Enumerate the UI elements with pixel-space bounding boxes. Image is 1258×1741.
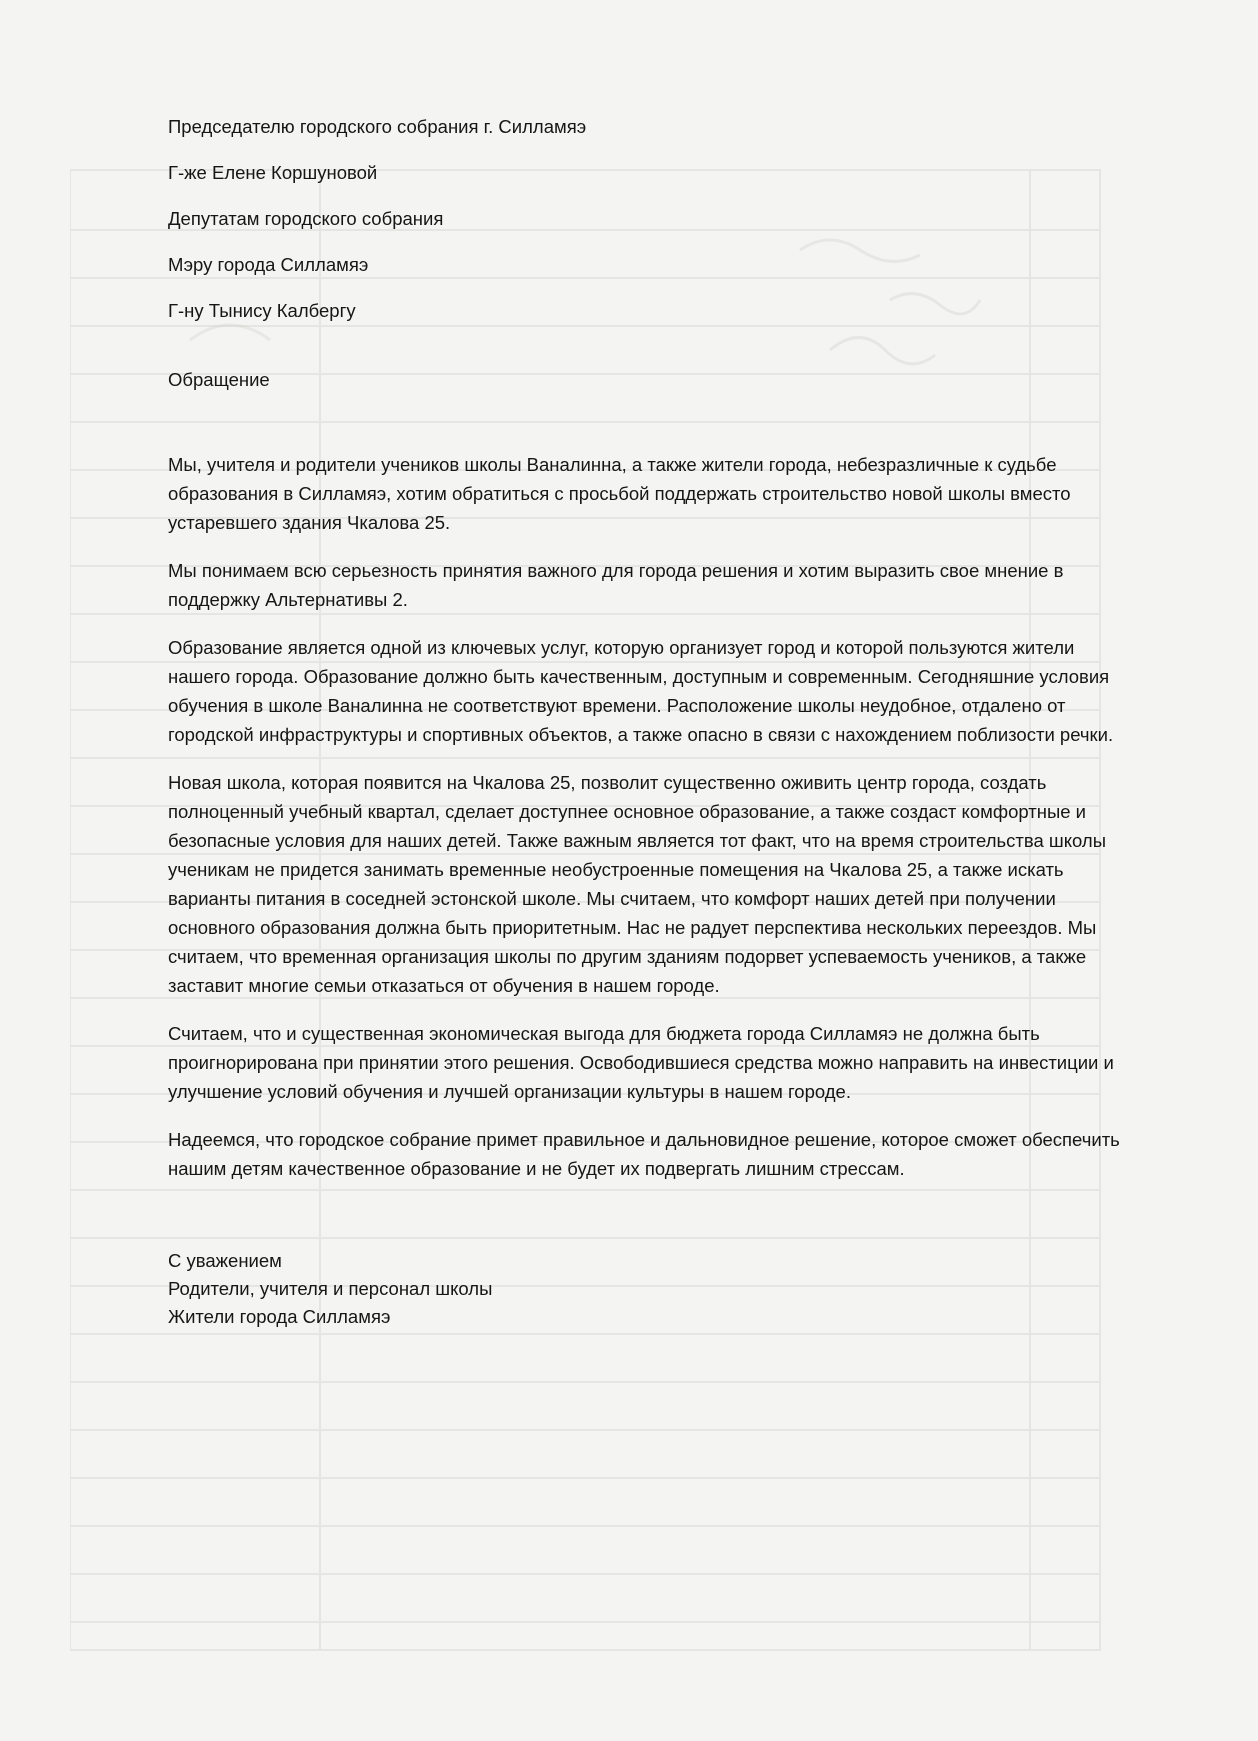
addressee-line: Депутатам городского собрания [168,208,444,229]
body-paragraph: Мы, учителя и родители учеников школы Ваналинна, а также жители города, небезразличные к судьбе образования в Силламяэ, хотим обратиться с просьбой поддержать строительство новой школы вместо устаревшего здания Чкалова 25. [168,454,1071,533]
closing-line: С уважением [168,1250,282,1271]
letter-body [168,450,1128,1183]
body-paragraph: Образование является одной из ключевых услуг, которую организует город и которой пользуются жители нашего города. Образование должно быть качественным, доступным и современным. Сегодняшние условия обучения в школе Ваналинна не соответствуют времени. Расположение школы неудобное, отдалено от городской инфраструктуры и спортивных объектов, а также опасно в связи с нахождением поблизости речки. [168,637,1114,745]
body-paragraph: Надеемся, что городское собрание примет правильное и дальновидное решение, которое сможет обеспечить нашим детям качественное образование и не будет их подвергать лишним стрессам. [168,1129,1120,1179]
signature-block [168,1247,1128,1331]
body-paragraph: Новая школа, которая появится на Чкалова 25, позволит существенно оживить центр города, создать полноценный учебный квартал, сделает доступнее основное образование, а также создаст комфортные и безопасные условия для наших детей. Также важным является тот факт, что на время строительства школы ученикам не придется занимать временные необустроенные помещения на Чкалова 25, а также искать варианты питания в соседней эстонской школе. Мы считаем, что комфорт наших детей при получении основного образования должна быть приоритетным. Нас не радует перспектива нескольких переездов. Мы считаем, что временная организация школы по другим зданиям подорвет успеваемость учеников, а также заставит многие семьи отказаться от обучения в нашем городе. [168,772,1107,996]
letter-title: Обращение [168,369,270,390]
addressee-line: Г-ну Тынису Калбергу [168,300,356,321]
addressee-block [168,112,1128,325]
body-paragraph: Мы понимаем всю серьезность принятия важного для города решения и хотим выразить свое мнение в поддержку Альтернативы 2. [168,560,1064,610]
addressee-line: Г-же Елене Коршуновой [168,162,378,183]
closing-line: Жители города Силламяэ [168,1306,391,1327]
addressee-line: Председателю городского собрания г. Силламяэ [168,116,587,137]
letter [168,112,1128,1331]
addressee-line: Мэру города Силламяэ [168,254,369,275]
closing-line: Родители, учителя и персонал школы [168,1278,493,1299]
body-paragraph: Считаем, что и существенная экономическая выгода для бюджета города Силламяэ не должна быть проигнорирована при принятии этого решения. Освободившиеся средства можно направить на инвестиции и улучшение условий обучения и лучшей организации культуры в нашем городе. [168,1023,1114,1102]
